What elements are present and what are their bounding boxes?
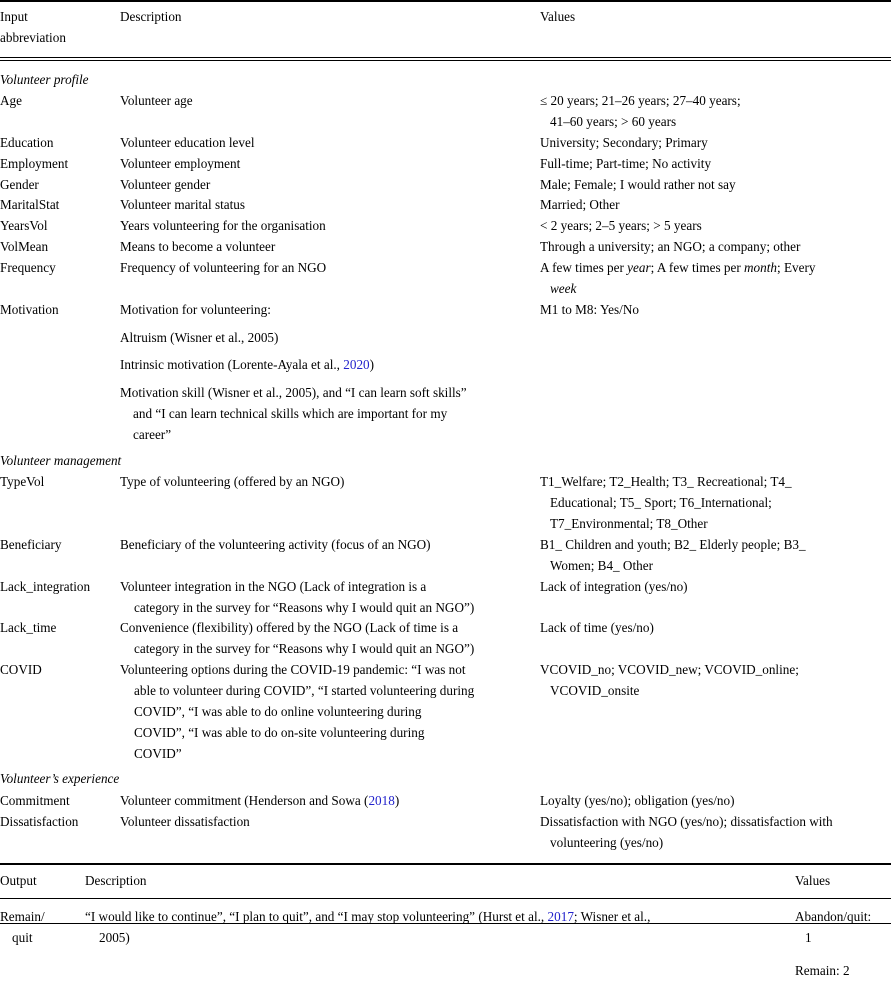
table-row [0,91,891,133]
header-description: Description [120,9,182,24]
description-text: Intrinsic motivation (Lorente-Ayala et al., [120,357,344,373]
row-abbrev: VolMean [0,239,49,255]
values-line: VCOVID_no; VCOVID_new; VCOVID_online; [540,662,799,678]
values-line: 1 [805,930,812,946]
values-line: T1_Welfare; T2_Health; T3_ Recreational; T4_ [540,474,792,490]
row-abbrev: Education [0,134,54,150]
row-values: Full-time; Part-time; No activity [540,155,712,171]
description-line: 2005) [99,930,130,946]
table-row [0,907,891,982]
row-description: Type of volunteering (offered by an NGO) [120,474,345,490]
description-line: and “I can learn technical skills which are important for my [133,406,448,422]
output-header-row [0,871,891,892]
header-output-values: Values [795,873,831,889]
table-row [0,535,891,577]
row-description: Means to become a volunteer [120,239,276,255]
section-volunteer-profile-rows [0,91,891,446]
row-abbrev: Motivation [0,301,59,317]
row-values: Lack of time (yes/no) [540,620,654,636]
row-values [795,907,891,982]
row-abbrev: Age [0,93,22,109]
row-values [540,812,891,854]
output-table-rows [0,907,891,982]
table-row [0,133,891,154]
description-line: Convenience (flexibility) offered by the NGO (Lack of time is a [120,620,459,636]
row-abbrev: TypeVol [0,474,45,490]
values-line: volunteering (yes/no) [550,834,664,850]
bottom-rule-wrap [0,923,891,924]
row-description [120,660,540,764]
row-abbrev: Frequency [0,260,56,276]
row-abbrev [0,907,85,982]
row-description: Volunteer marital status [120,197,246,213]
citation-link[interactable]: 2018 [368,792,395,808]
table-row [0,618,891,660]
values-line: ≤ 20 years; 21–26 years; 27–40 years; [540,93,741,109]
row-values [540,660,891,764]
description-line: COVID”, “I was able to do online volunteering during [134,703,422,719]
row-description: Volunteer education level [120,134,255,150]
description-line: Volunteer integration in the NGO (Lack of integration is a [120,578,427,594]
description-line: Volunteering options during the COVID-19 pandemic: “I was not [120,662,466,678]
row-description [120,300,540,446]
description-line: Motivation for volunteering: [120,301,271,317]
table-row [0,237,891,258]
table-header-row [0,7,891,49]
row-values: Male; Female; I would rather not say [540,176,736,192]
description-text: ) [369,357,375,373]
row-abbrev: Employment [0,155,69,171]
header-input-line2: abbreviation [0,29,66,45]
section-volunteer-management-rows [0,472,891,764]
main-table-header [0,7,891,49]
description-line [120,348,540,376]
header-values: Values [540,9,576,24]
row-description: Frequency of volunteering for an NGO [120,260,327,276]
row-description [85,907,795,982]
table-row [0,577,891,619]
values-line: week [550,280,577,296]
values-line: Educational; T5_ Sport; T6_International; [550,495,772,511]
row-values: M1 to M8: Yes/No [540,301,639,317]
values-line: Remain: 2 [795,963,850,979]
row-values: Married; Other [540,197,620,213]
row-values [540,258,891,300]
row-values: Lack of integration (yes/no) [540,578,688,594]
values-text: A few times per [540,260,628,276]
section-heading-volunteer-profile: Volunteer profile [0,71,89,87]
row-abbrev: COVID [0,662,42,678]
values-line: 41–60 years; > 60 years [550,114,677,130]
header-output-description: Description [85,873,147,889]
header-input-line1: Input [0,9,28,24]
row-values: < 2 years; 2–5 years; > 5 years [540,218,702,234]
table-row [0,472,891,535]
row-abbrev: YearsVol [0,218,48,234]
description-line: career” [133,427,172,443]
section-heading-volunteers-experience: Volunteer’s experience [0,771,120,787]
row-abbrev: Commitment [0,792,70,808]
description-line: able to volunteer during COVID”, “I started volunteering during [134,682,475,698]
table-row [0,154,891,175]
values-text: ; A few times per [650,260,745,276]
row-values: Loyalty (yes/no); obligation (yes/no) [540,792,735,808]
header-output: Output [0,873,37,889]
row-values [540,535,891,577]
row-description [120,577,540,619]
row-description [120,91,540,133]
description-text: “I would like to continue”, “I plan to quit”, and “I may stop volunteering” (Hurst et al., [85,909,548,925]
row-description: Volunteer dissatisfaction [120,813,250,829]
values-emphasis: month [744,260,777,276]
description-line: COVID”, “I was able to do on-site volunteering during [134,724,425,740]
values-line: Dissatisfaction with NGO (yes/no); dissatisfaction with [540,813,833,829]
output-abbrev-line2: quit [12,930,33,946]
row-values [540,472,891,535]
description-text: ; Wisner et al., [573,909,651,925]
description-line: Altruism (Wisner et al., 2005) [120,329,279,345]
values-text: ; Every [776,260,816,276]
row-abbrev: Gender [0,176,39,192]
table-row [0,216,891,237]
table-row [0,175,891,196]
row-values: University; Secondary; Primary [540,134,708,150]
row-description: Volunteer gender [120,176,211,192]
output-abbrev-line1: Remain/ [0,909,45,925]
values-line [540,258,891,279]
section-heading-volunteer-management: Volunteer management [0,452,122,468]
description-line: Volunteer age [120,93,193,109]
row-abbrev: Lack_integration [0,578,91,594]
row-abbrev: MaritalStat [0,197,60,213]
values-line: VCOVID_onsite [550,682,640,698]
table-row [0,791,891,812]
bottom-rule [0,923,891,924]
row-description: Volunteer employment [120,155,241,171]
row-values [540,91,891,133]
row-description [120,618,540,660]
description-text: ) [394,792,400,808]
description-line: Motivation skill (Wisner et al., 2005), and “I can learn soft skills” [120,385,467,401]
values-emphasis: year [627,260,651,276]
description-line [85,907,795,928]
table-row [0,660,891,764]
values-line: Abandon/quit: [795,909,872,925]
row-description [120,791,540,812]
citation-link[interactable]: 2020 [343,357,370,373]
row-abbrev: Beneficiary [0,536,62,552]
row-description: Years volunteering for the organisation [120,218,326,234]
table-row [0,258,891,300]
row-abbrev: Lack_time [0,620,57,636]
description-line: COVID” [134,745,182,761]
section-volunteers-experience-rows [0,791,891,854]
row-values: Through a university; an NGO; a company; other [540,239,801,255]
table-row [0,812,891,854]
row-abbrev: Dissatisfaction [0,813,79,829]
description-line: category in the survey for “Reasons why I would quit an NGO”) [134,641,475,657]
citation-link[interactable]: 2017 [547,909,574,925]
description-line: category in the survey for “Reasons why I would quit an NGO”) [134,599,475,615]
table-row [0,195,891,216]
description-text: Volunteer commitment (Henderson and Sowa ( [120,792,369,808]
table-row [0,300,891,446]
output-table-header [0,871,891,892]
values-line: B1_ Children and youth; B2_ Elderly people; B3_ [540,536,806,552]
header-input-abbreviation [0,7,120,49]
row-description: Beneficiary of the volunteering activity (focus of an NGO) [120,536,431,552]
values-line: T7_Environmental; T8_Other [550,516,708,532]
values-line: Women; B4_ Other [550,557,653,573]
